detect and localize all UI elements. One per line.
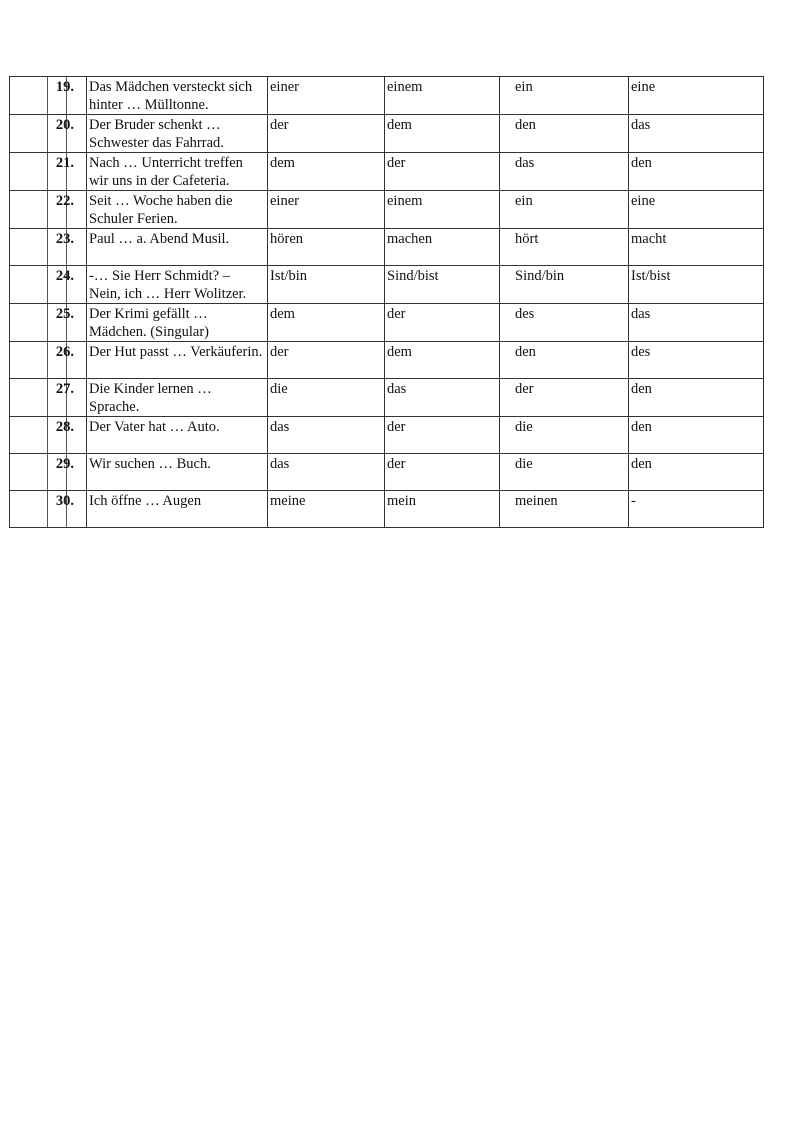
table-row [10, 77, 764, 115]
question-text: Ich öffne … Augen [87, 491, 268, 528]
table-row [10, 229, 764, 266]
option-d: macht [629, 229, 764, 266]
question-number: 19. [10, 77, 87, 115]
option-b: dem [385, 342, 500, 379]
option-c: der [500, 379, 629, 417]
option-a: das [268, 417, 385, 454]
option-a: dem [268, 153, 385, 191]
question-number: 27. [10, 379, 87, 417]
option-c: die [500, 417, 629, 454]
question-text: -… Sie Herr Schmidt? – Nein, ich … Herr Wolitzer. [87, 266, 268, 304]
option-d: den [629, 379, 764, 417]
option-c: ein [500, 77, 629, 115]
option-b: der [385, 304, 500, 342]
option-a: meine [268, 491, 385, 528]
exercise-table [9, 76, 764, 528]
option-c: die [500, 454, 629, 491]
table-row [10, 191, 764, 229]
question-number: 22. [10, 191, 87, 229]
option-c: Sind/bin [500, 266, 629, 304]
option-d: eine [629, 77, 764, 115]
option-d: Ist/bist [629, 266, 764, 304]
option-b: dem [385, 115, 500, 153]
question-number: 20. [10, 115, 87, 153]
option-a: der [268, 342, 385, 379]
option-d: den [629, 454, 764, 491]
option-b: machen [385, 229, 500, 266]
question-text: Paul … a. Abend Musil. [87, 229, 268, 266]
question-text: Der Krimi gefällt … Mädchen. (Singular) [87, 304, 268, 342]
table-row [10, 417, 764, 454]
option-a: hören [268, 229, 385, 266]
table-row [10, 491, 764, 528]
table-row [10, 342, 764, 379]
table-row [10, 266, 764, 304]
option-d: das [629, 115, 764, 153]
option-b: der [385, 153, 500, 191]
question-number: 29. [10, 454, 87, 491]
option-a: dem [268, 304, 385, 342]
option-c: des [500, 304, 629, 342]
table-row [10, 153, 764, 191]
question-text: Der Bruder schenkt … Schwester das Fahrrad. [87, 115, 268, 153]
question-number: 30. [10, 491, 87, 528]
table-row [10, 304, 764, 342]
question-text: Der Hut passt … Verkäuferin. [87, 342, 268, 379]
option-c: ein [500, 191, 629, 229]
option-c: das [500, 153, 629, 191]
question-number: 23. [10, 229, 87, 266]
question-number: 21. [10, 153, 87, 191]
question-text: Die Kinder lernen … Sprache. [87, 379, 268, 417]
option-a: der [268, 115, 385, 153]
option-a: Ist/bin [268, 266, 385, 304]
option-b: einem [385, 77, 500, 115]
option-d: den [629, 153, 764, 191]
question-text: Seit … Woche haben die Schuler Ferien. [87, 191, 268, 229]
option-a: einer [268, 77, 385, 115]
table-row [10, 379, 764, 417]
option-d: des [629, 342, 764, 379]
option-d: den [629, 417, 764, 454]
question-text: Der Vater hat … Auto. [87, 417, 268, 454]
option-b: mein [385, 491, 500, 528]
option-d: - [629, 491, 764, 528]
option-d: das [629, 304, 764, 342]
question-text: Wir suchen … Buch. [87, 454, 268, 491]
question-number: 26. [10, 342, 87, 379]
option-b: der [385, 454, 500, 491]
option-d: eine [629, 191, 764, 229]
question-text: Das Mädchen versteckt sich hinter … Mülltonne. [87, 77, 268, 115]
option-c: den [500, 342, 629, 379]
option-b: Sind/bist [385, 266, 500, 304]
table-row [10, 115, 764, 153]
option-b: der [385, 417, 500, 454]
table-row [10, 454, 764, 491]
option-c: meinen [500, 491, 629, 528]
option-a: einer [268, 191, 385, 229]
option-b: das [385, 379, 500, 417]
option-a: die [268, 379, 385, 417]
option-c: hört [500, 229, 629, 266]
option-c: den [500, 115, 629, 153]
option-b: einem [385, 191, 500, 229]
option-a: das [268, 454, 385, 491]
question-text: Nach … Unterricht treffen wir uns in der Cafeteria. [87, 153, 268, 191]
question-number: 28. [10, 417, 87, 454]
question-number: 25. [10, 304, 87, 342]
question-number: 24. [10, 266, 87, 304]
